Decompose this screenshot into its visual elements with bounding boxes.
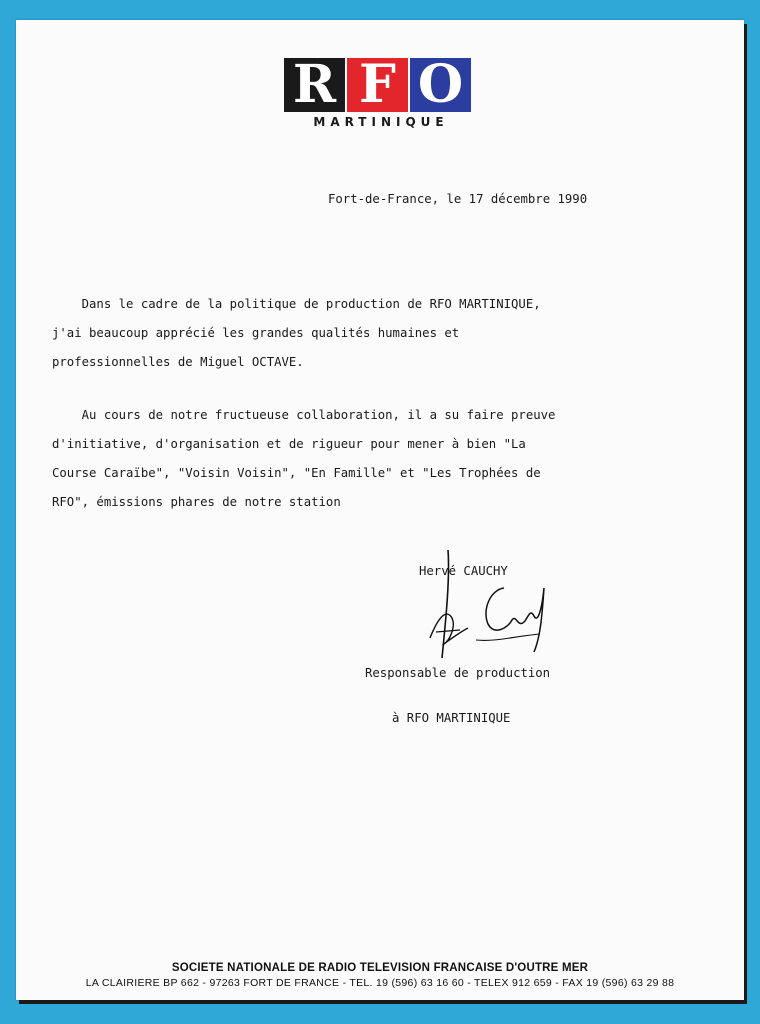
- signatory-name: Hervé CAUCHY: [419, 564, 508, 578]
- rfo-logo: [284, 54, 474, 138]
- paragraph-1-line: professionnelles de Miguel OCTAVE.: [52, 355, 304, 369]
- paragraph-2: [52, 401, 692, 517]
- logo-letter-f: F: [347, 58, 408, 112]
- paragraph-2-line: d'initiative, d'organisation et de rigueur pour mener à bien "La: [52, 437, 526, 451]
- signatory-title-line: Responsable de production: [365, 666, 551, 680]
- paragraph-1: [52, 290, 692, 377]
- signatory-title: [365, 636, 550, 756]
- letterhead-footer: [16, 962, 744, 989]
- letter-date: Fort-de-France, le 17 décembre 1990: [328, 192, 588, 206]
- paragraph-2-line: RFO", émissions phares de notre station: [52, 495, 341, 509]
- paragraph-1-line: Dans le cadre de la politique de production de RFO MARTINIQUE,: [52, 297, 541, 311]
- paragraph-1-line: j'ai beaucoup apprécié les grandes qualités humaines et: [52, 326, 460, 340]
- paragraph-2-line: Au cours de notre fructueuse collaboration, il a su faire preuve: [52, 408, 556, 422]
- footer-address: LA CLAIRIERE BP 662 - 97263 FORT DE FRANCE - TEL. 19 (596) 63 16 60 - TELEX 912 659 - FAX 19 (596) 63 29 88: [85, 977, 675, 989]
- logo-letter-r: R: [284, 58, 345, 112]
- logo-subtitle: MARTINIQUE: [313, 115, 449, 129]
- footer-organization: SOCIETE NATIONALE DE RADIO TELEVISION FRANCAISE D'OUTRE MER: [171, 962, 589, 974]
- logo-letters: [284, 54, 474, 115]
- signatory-title-line: à RFO MARTINIQUE: [392, 711, 511, 725]
- logo-letter-o: O: [410, 58, 471, 112]
- paragraph-2-line: Course Caraïbe", "Voisin Voisin", "En Famille" et "Les Trophées de: [52, 466, 541, 480]
- letter-page: [16, 20, 744, 1000]
